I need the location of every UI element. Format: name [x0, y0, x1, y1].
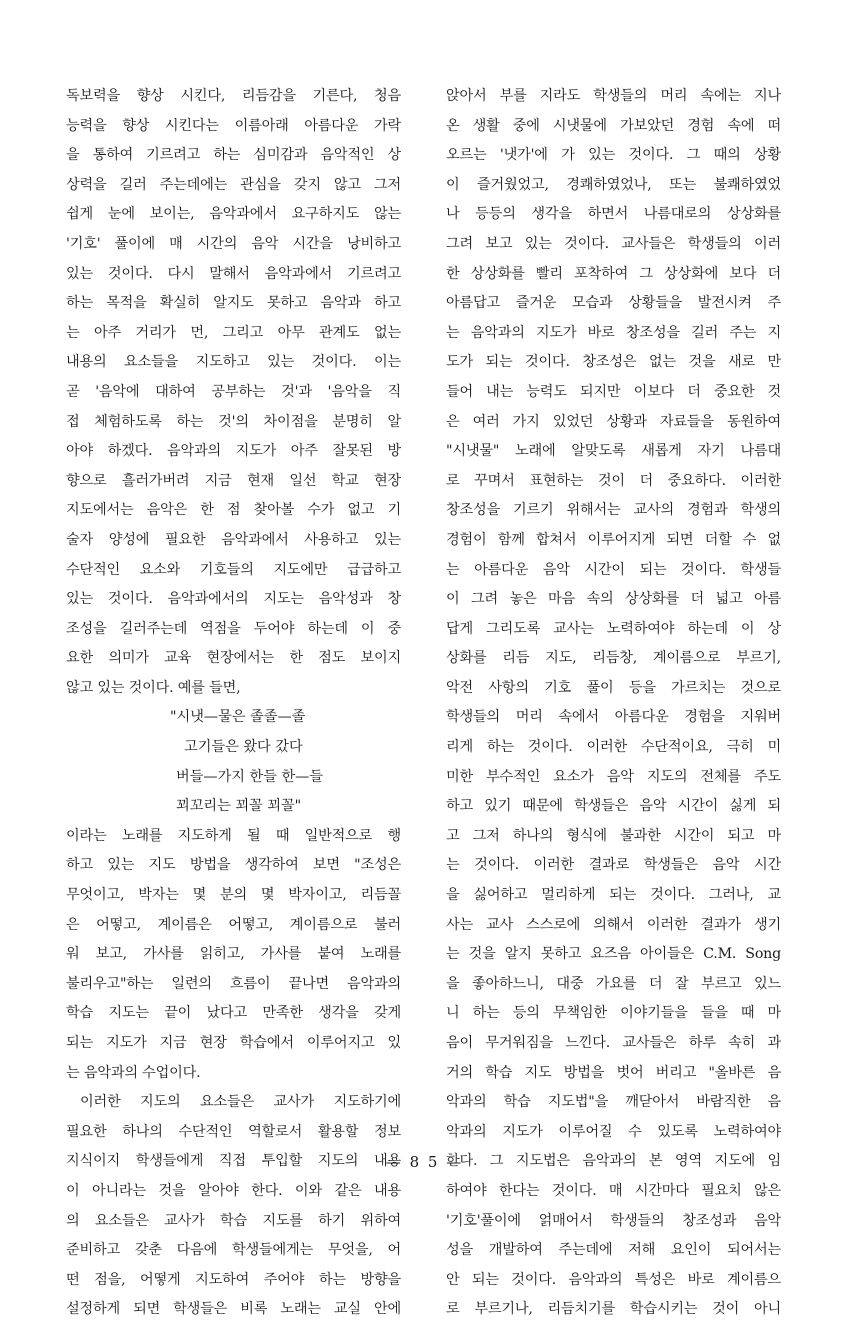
text-line: 지식이지 학생들에게 직접 투입할 지도의 내용 — [66, 1153, 401, 1170]
text-line: 고 그저 하나의 형식에 불과한 시간이 되고 마 — [446, 827, 781, 844]
text-line: 떤 점을, 어떻게 지도하여 주어야 하는 방향을 — [66, 1271, 401, 1288]
text-line: 로 꾸며서 표현하는 것이 더 중요하다. 이러한 — [446, 472, 781, 489]
text-line: 준비하고 갖춘 다음에 학생들에게는 무엇을, 어 — [66, 1242, 401, 1259]
text-line: 학생들의 머리 속에서 아름다운 경험을 지워버 — [446, 709, 781, 726]
text-line: 불리우고"하는 일련의 흐름이 끝나면 음악과의 — [66, 975, 401, 992]
text-line: 내용의 요소들을 지도하고 있는 것이다. 이는 — [66, 354, 401, 371]
text-line: 악과의 학습 지도법"을 깨닫아서 바람직한 음 — [446, 1094, 781, 1111]
text-line: 수단적인 요소와 기호들의 지도에만 급급하고 — [66, 561, 401, 578]
text-line: 안 되는 것이다. 음악과의 특성은 바로 계이름으 — [446, 1271, 781, 1288]
text-line: 성을 개발하여 주는데에 저해 요인이 되어서는 — [446, 1242, 781, 1259]
text-line: 로 부르기나, 리듬치기를 학습시키는 것이 아니 — [446, 1301, 781, 1318]
text-line: 있는 것이다. 음악과에서의 지도는 음악성과 창 — [66, 591, 401, 608]
text-line: 독보력을 향상 시킨다, 리듬감을 기른다, 청음 — [66, 88, 401, 104]
text-line: 향으로 흘러가버려 지금 현재 일선 학교 현장 — [66, 472, 401, 489]
text-line: 하는 목적을 확실히 알지도 못하고 음악과 하고 — [66, 295, 401, 312]
text-line: 학습 지도는 끝이 났다고 만족한 생각을 갖게 — [66, 1005, 401, 1022]
text-line: 음이 무거워짐을 느낀다. 교사들은 하루 속히 과 — [446, 1035, 781, 1051]
text-line: 들어 내는 능력도 되지만 이보다 더 중요한 것 — [446, 383, 781, 400]
text-line: 는 것을 알지 못하고 요즈음 아이들은 C.M. Song — [446, 946, 781, 963]
text-line: 곧 '음악에 대하여 공부하는 것'과 '음악을 직 — [66, 383, 401, 400]
text-line: 은 어떻고, 계이름은 어떻고, 계이름으로 불러 — [66, 916, 401, 933]
text-line: 사는 교사 스스로에 의해서 이러한 결과가 생기 — [446, 916, 781, 933]
verse-line: 버들—가지 한들 한—들 — [176, 768, 324, 785]
text-line: 는 것이다. 이러한 결과로 학생들은 음악 시간 — [446, 857, 781, 874]
text-line: 필요한 하나의 수단적인 역할로서 활용할 정보 — [66, 1123, 401, 1140]
text-line: 이 아니라는 것을 알아야 한다. 이와 같은 내용 — [66, 1182, 401, 1199]
text-line: 창조성을 기르기 위해서는 교사의 경험과 학생의 — [446, 502, 781, 519]
text-line: 접 체험하도록 하는 것'의 차이점을 분명히 알 — [66, 413, 401, 430]
text-line: 을 통하여 기르려고 하는 심미감과 음악적인 상 — [66, 147, 401, 164]
text-line: 상화를 리듬 지도, 리듬창, 계이름으로 부르기, — [446, 650, 781, 667]
text-line: 악전 사항의 기호 풀이 등을 가르치는 것으로 — [446, 679, 781, 696]
text-line: 능력을 향상 시킨다는 이름아래 아름다운 가락 — [66, 117, 401, 134]
text-line: 는 아주 거리가 먼, 그리고 아무 관계도 없는 — [66, 324, 401, 341]
text-line: 답게 그리도록 교사는 노력하여야 하는데 이 상 — [446, 620, 781, 637]
text-line: 아야 하겠다. 음악과의 지도가 아주 잘못된 방 — [66, 443, 401, 460]
text-line: 한 상상화를 빨리 포착하여 그 상상화에 보다 더 — [446, 265, 781, 282]
text-line: 아름답고 즐거운 모습과 상황들을 발전시켜 주 — [446, 295, 781, 312]
text-line: 앉아서 부를 지라도 학생들의 머리 속에는 지나 — [446, 88, 781, 104]
text-line: 나 등등의 생각을 하면서 나름대로의 상상화를 — [446, 206, 781, 223]
text-line: 되는 지도가 지금 현장 학습에서 이루어지고 있 — [66, 1035, 401, 1051]
text-line: '기호'풀이에 얽매어서 학생들의 창조성과 음악 — [446, 1212, 781, 1229]
text-line: 않고 있는 것이다. 예를 들면, — [66, 679, 241, 696]
text-line: 을 싫어하고 멀리하게 되는 것이다. 그러나, 교 — [446, 887, 781, 904]
left-text-column — [66, 82, 401, 1325]
text-line: 니 하는 등의 무책임한 이야기들을 들을 때 마 — [446, 1005, 781, 1022]
text-line: 하고 있기 때문에 학생들은 음악 시간이 싫게 되 — [446, 798, 781, 815]
text-line: 리게 하는 것이다. 이러한 수단적이요, 극히 미 — [446, 739, 781, 756]
verse-line: "시냇—물은 졸졸—졸 — [170, 709, 306, 726]
text-line: 워 보고, 가사를 읽히고, 가사를 붙여 노래를 — [66, 946, 401, 963]
text-line: '기호' 풀이에 매 시간의 음악 시간을 낭비하고 — [66, 235, 401, 252]
text-line: 지도에서는 음악은 한 점 찾아볼 수가 없고 기 — [66, 502, 401, 519]
text-line: 쉽게 눈에 보이는, 음악과에서 요구하지도 않는 — [66, 206, 401, 223]
text-line: 은 여러 가지 있었던 상황과 자료들을 동원하여 — [446, 413, 781, 430]
right-text-column — [446, 82, 781, 1325]
text-line: 경험이 함께 합쳐서 이루어지게 되면 더할 수 없 — [446, 531, 781, 548]
text-line: 한다. 그 지도법은 음악과의 본 영역 지도에 임 — [446, 1153, 781, 1170]
text-line: 이 그려 놓은 마음 속의 상상화를 더 넓고 아름 — [446, 591, 781, 608]
text-line: 하여야 한다는 것이다. 매 시간마다 필요치 않은 — [446, 1182, 781, 1199]
text-line: 요한 의미가 교육 현장에서는 한 점도 보이지 — [66, 650, 401, 667]
text-line: 도가 되는 것이다. 창조성은 없는 것을 새로 만 — [446, 354, 781, 371]
verse-line: 꾀꼬리는 꾀꼴 꾀꼴" — [176, 798, 302, 815]
text-line: 조성을 길러주는데 역점을 두어야 하는데 이 중 — [66, 620, 401, 637]
text-line: 있는 것이다. 다시 말해서 음악과에서 기르려고 — [66, 265, 401, 282]
text-line: 이 즐거웠었고, 경쾌하였었나, 또는 불쾌하였었 — [446, 176, 781, 193]
text-line: 을 좋아하느니, 대중 가요를 더 잘 부르고 있느 — [446, 975, 781, 992]
text-line: "시냇물" 노래에 알맞도록 새롭게 자기 나름대 — [446, 443, 781, 460]
text-line: 설정하게 되면 학생들은 비록 노래는 교실 안에 — [66, 1301, 401, 1318]
text-line: 악과의 지도가 이루어질 수 있도록 노력하여야 — [446, 1123, 781, 1140]
text-line: 이라는 노래를 지도하게 될 때 일반적으로 행 — [66, 827, 401, 844]
text-line: 는 아름다운 음악 시간이 되는 것이다. 학생들 — [446, 561, 781, 578]
text-line: 거의 학습 지도 방법을 벗어 버리고 "올바른 음 — [446, 1064, 781, 1081]
page-number: — 8 5 — — [385, 1153, 464, 1171]
text-line: 오르는 '냇가'에 가 있는 것이다. 그 때의 상황 — [446, 147, 781, 164]
text-line: 술자 양성에 필요한 음악과에서 사용하고 있는 — [66, 531, 401, 548]
text-line: 그려 보고 있는 것이다. 교사들은 학생들의 이러 — [446, 235, 781, 252]
text-line: 는 음악과의 수업이다. — [66, 1064, 201, 1081]
text-line: 무엇이고, 박자는 몇 분의 몇 박자이고, 리듬꼴 — [66, 887, 401, 904]
text-line: 미한 부수적인 요소가 음악 지도의 전체를 주도 — [446, 768, 781, 785]
verse-line: 고기들은 왔다 갔다 — [184, 739, 303, 756]
text-line: 온 생활 중에 시냇물에 가보았던 경험 속에 떠 — [446, 117, 781, 134]
text-line: 상력을 길러 주는데에는 관심을 갖지 않고 그저 — [66, 176, 401, 193]
text-line: 이러한 지도의 요소들은 교사가 지도하기에 — [80, 1094, 401, 1111]
text-line: 의 요소들은 교사가 학습 지도를 하기 위하여 — [66, 1212, 401, 1229]
text-line: 는 음악과의 지도가 바로 창조성을 길러 주는 지 — [446, 324, 781, 341]
text-line: 하고 있는 지도 방법을 생각하여 보면 "조성은 — [66, 857, 401, 874]
